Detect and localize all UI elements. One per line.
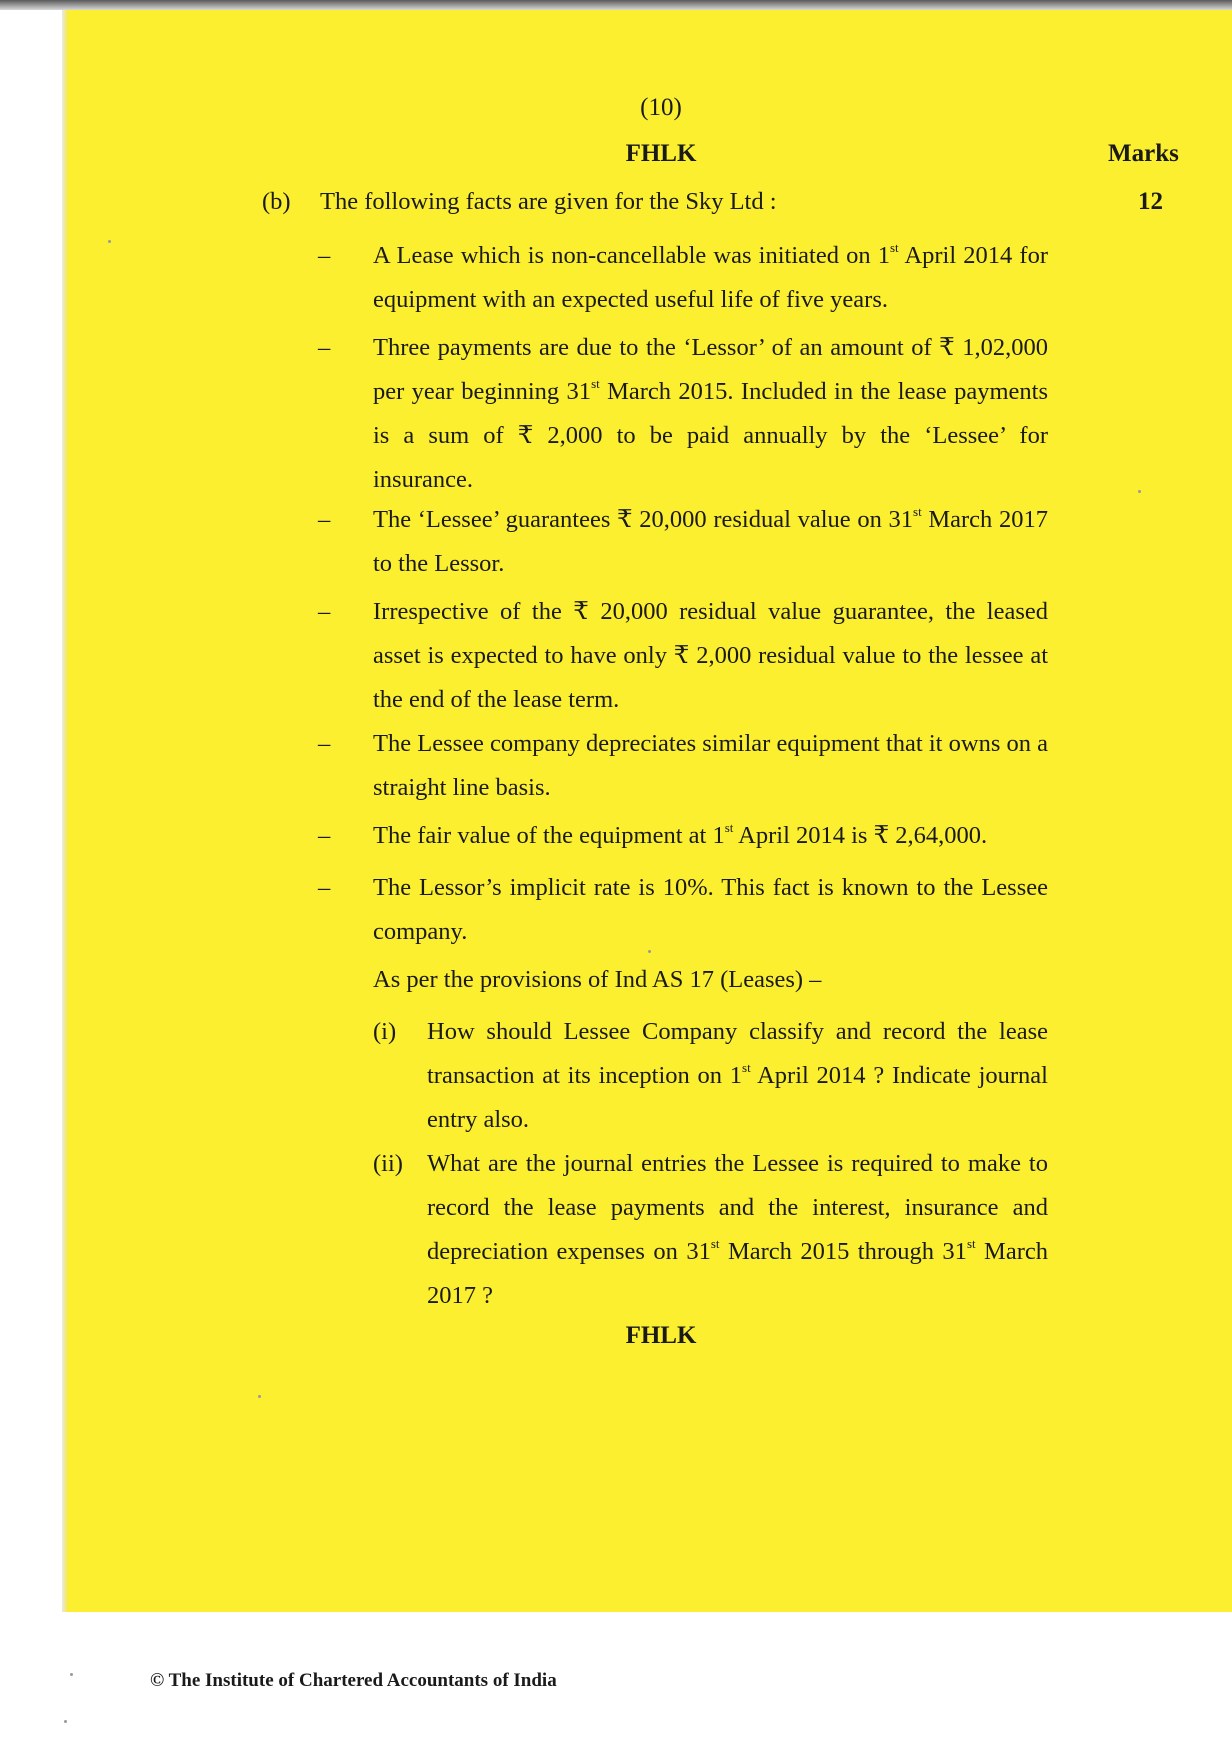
bullet-dash: –	[318, 874, 331, 901]
marks-value: 12	[1138, 188, 1163, 215]
scan-top-edge	[0, 0, 1232, 10]
fact-1: A Lease which is non-cancellable was initiated on 1st April 2014 for equipment with an expected useful life of five years.	[373, 240, 1048, 313]
fact-5: The Lessee company depreciates similar equipment that it owns on a straight line basis.	[373, 730, 1048, 801]
scan-speck	[108, 240, 111, 243]
copyright-footer: © The Institute of Chartered Accountants of India	[150, 1670, 557, 1691]
bullet-dash: –	[318, 730, 331, 757]
bullet-dash: –	[318, 506, 331, 533]
sub-question-i: How should Lessee Company classify and record the lease transaction at its inception on 1st April 2014 ? Indicate journal entry also.	[427, 1018, 1048, 1133]
page-number: (10)	[640, 94, 682, 121]
question-label: (b)	[262, 188, 291, 215]
fact-7: The Lessor’s implicit rate is 10%. This fact is known to the Lessee company.	[373, 874, 1048, 945]
sub-question-ii: What are the journal entries the Lessee is required to make to record the lease payments and the interest, insurance and depreciation expenses on 31st March 2015 through 31st March 2017 ?	[427, 1150, 1048, 1309]
scan-speck	[648, 950, 651, 953]
fact-6: The fair value of the equipment at 1st April 2014 is ₹ 2,64,000.	[373, 820, 988, 849]
scan-speck	[1138, 490, 1141, 493]
bullet-dash: –	[318, 598, 331, 625]
bullet-dash: –	[318, 822, 331, 849]
scan-speck	[70, 1673, 73, 1676]
sub-question-label-i: (i)	[373, 1018, 397, 1045]
provisions-line: As per the provisions of Ind AS 17 (Leases) –	[373, 966, 822, 993]
scan-speck	[258, 1395, 261, 1398]
fact-3: The ‘Lessee’ guarantees ₹ 20,000 residual value on 31st March 2017 to the Lessor.	[373, 504, 1048, 577]
fact-2: Three payments are due to the ‘Lessor’ of an amount of ₹ 1,02,000 per year beginning 31st March 2015. Included in the lease payments is a sum of ₹ 2,000 to be paid annually by the ‘Lessee’ for insurance.	[373, 334, 1048, 493]
bullet-dash: –	[318, 334, 331, 361]
question-paper-sheet	[68, 10, 1232, 1612]
marks-label: Marks	[1108, 140, 1179, 167]
paper-code-footer: FHLK	[625, 1322, 697, 1349]
paper-code-header: FHLK	[625, 140, 697, 167]
fact-4: Irrespective of the ₹ 20,000 residual value guarantee, the leased asset is expected to have only ₹ 2,000 residual value to the lessee at the end of the lease term.	[373, 598, 1048, 713]
scan-speck	[64, 1720, 67, 1723]
bullet-dash: –	[318, 242, 331, 269]
question-intro: The following facts are given for the Sky Ltd :	[320, 188, 777, 215]
sub-question-label-ii: (ii)	[373, 1150, 403, 1177]
